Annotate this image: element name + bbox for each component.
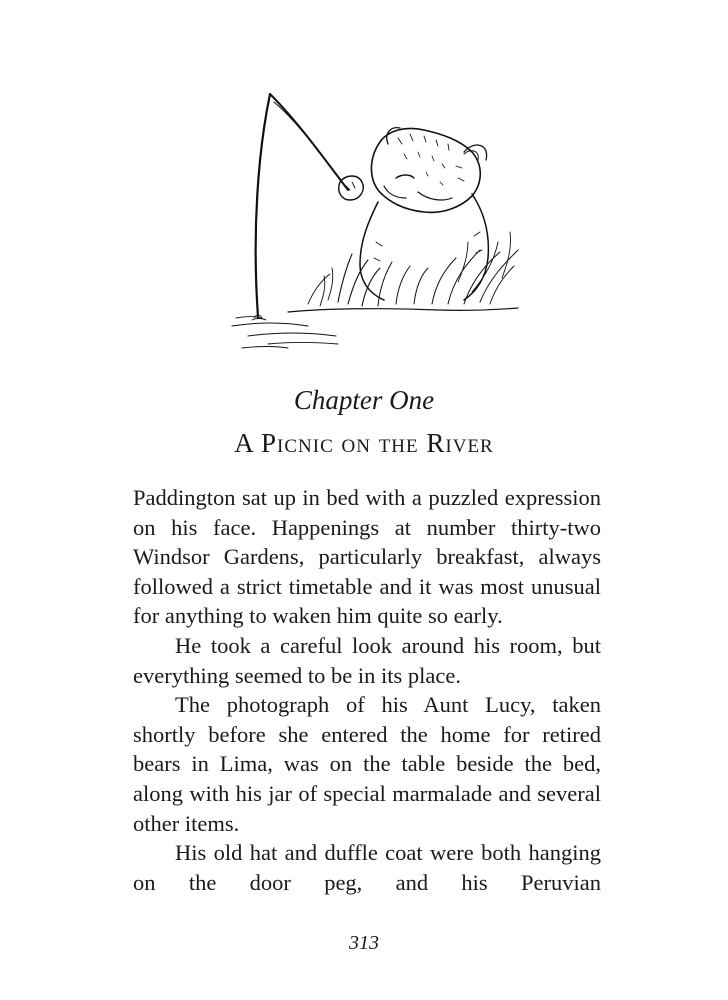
chapter-number: Chapter One xyxy=(293,385,435,415)
chapter-title: A Picnic on the River xyxy=(234,428,494,458)
paragraph: His old hat and duffle coat were both hanging on the door peg, and his Peruvian xyxy=(133,840,601,895)
paragraph: Paddington sat up in bed with a puzzled expression on his face. Happenings at number thirty-two Windsor Gardens, particularly breakfast, always followed a strict timetable and it was most unusual for anything to waken him quite so early. xyxy=(133,485,601,629)
page-number: 313 xyxy=(349,932,379,954)
paragraph: The photograph of his Aunt Lucy, taken shortly before she entered the home for retired bears in Lima, was on the table beside the bed, along with his jar of special marmalade and several other items. xyxy=(133,692,601,836)
paragraph: He took a careful look around his room, but everything seemed to be in its place. xyxy=(133,632,601,688)
body-text xyxy=(133,483,601,897)
bear-fishing-illustration xyxy=(228,82,528,367)
